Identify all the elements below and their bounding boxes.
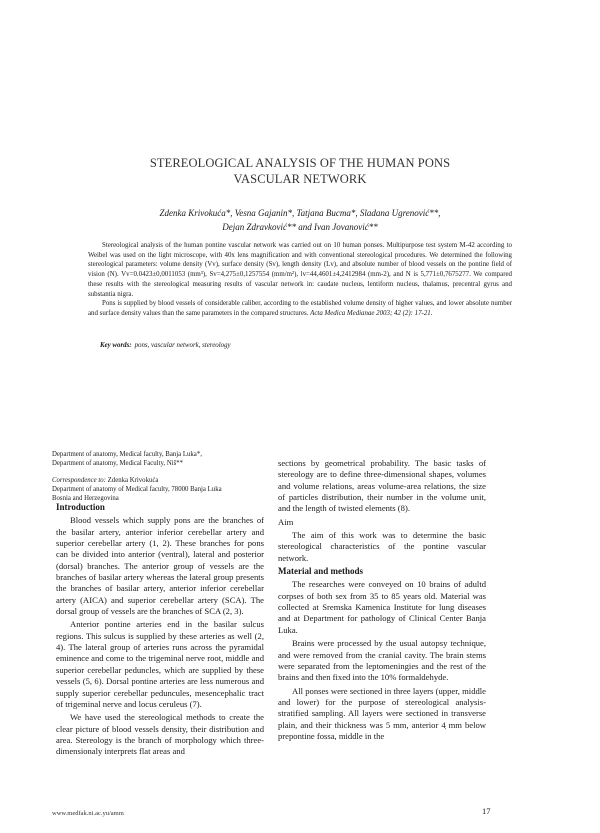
correspondence-address-2: Bosnia and Herzegovina [52,495,119,502]
intro-paragraph-3: We have used the stereological methods to create the clear picture of blood vessels density, their distribution and area. Stereology is the branch of morphology which three-dimensionaly interprets flat areas and [56,712,264,757]
title-line-2: VASCULAR NETWORK [233,172,367,186]
right-column [278,458,486,742]
abstract-paragraph-1: Stereological analysis of the human pontine vascular network was carried out on 10 human ponses. Multipurpose test system M-42 according to Weibel was used on the light microscope, with 40x lens magnification and with conventional stereological procedures. We determined the following stereological parameters: volume density (Vv), surface density (Sv), length density (Lv), and absolute number of blood vessels on the pontine field of vision (N). Vv=0.0423±0,0011053 (mm³), Sv=4,275±0,1257554 (mm/m²), lv=44,4601±4,2412984 (mm-2), and N is 5,771±0,7675277. We compared these results with the stereological measuring results of vascular network in: caudate nucleus, lentiform nucleus, thalamus, precentral gyrus and substantia nigra. [88,242,512,298]
left-column [56,502,264,758]
intro-paragraph-2: Anterior pontine arteries end in the basilar sulcus regions. This sulcus is supplied by these arteries as well (2, 4). The lateral group of arteries runs across the pyramidal eminence and come to the trigeminal nerve root, middle and superior cerebellar peduncles, which are supplied by these vessels (5, 6). Dorsal pontine arteries are less numerous and supply superior cerebellar peduncules, mesencephalic tract of trigeminal nerve and locus ceruleus (7). [56,619,264,709]
intro-paragraph-1: Blood vessels which supply pons are the branches of the basilar artery, anterior inferior cerebellar artery and superior cerebellar artery (1, 2). These branches for pons can be divided into anterior (ventral), lateral and posterior (dorsal) branches. The anterior group of vessels are the branches of basilar artery whereas the lateral group presents the branches of basilar artery, anterior inferior cerebellar artery (AICA) and superior cerebellar artery (SCA). The dorsal group of vessels are the branches of SCA (2, 3). [56,515,264,617]
correspondence-name: Zdenka Krivokuća [107,477,159,484]
methods-paragraph-2: Brains were processed by the usual autopsy technique, and were removed from the cranial cavity. The brain stems were separated from the leptomeningies and the rest of the brains and then fixed into the 10% formaldehyde. [278,638,486,683]
keywords-label: Key words: [100,342,132,349]
aim-heading: Aim [278,516,294,527]
abstract-paragraph-2-text: Pons is supplied by blood vessels of considerable caliber, according to the established volume density of higher values, and lower absolute number and surface density values than the same parameters in the compared structures. [88,300,512,317]
correspondence-label: Correspondence to: [52,477,106,484]
affiliation-1: Department of anatomy, Medical faculty, Banja Luka*, [52,451,202,458]
methods-paragraph-3: All ponses were sectioned in three layers (upper, middle and lower) for the purpose of stereological analysis-stratified sampling. All layers were sectioned in transverse plain, and their thickness was 5 mm, anterior 4 mm below prepontine fossa, middle in the [278,685,486,741]
correspondence-address-1: Department of anatomy of Medical faculty, 78000 Banja Luka [52,486,222,493]
methods-heading: Material and methods [278,566,363,577]
affiliations [52,450,267,468]
abstract-paragraph-2 [88,299,512,318]
methods-paragraph-1: The researches were conveyed on 10 brains of adultd corpses of both sex from 35 to 85 years old. Material was collected at Sremska Kamenica Institute for lung diseases and at Department for pathology of Clinical Center Banja Luka. [278,579,486,635]
right-paragraph-1: sections by geometrical probability. The basic tasks of stereology are to define three-dimensional shapes, volumes and volume relations, areas volume-area relations, the size of particles distribution, their number in the volume unit, and the length of twisted elements (8). [278,458,486,514]
introduction-heading: Introduction [56,502,105,512]
correspondence [52,476,267,503]
authors-line-1: Zdenka Krivokuća*, Vesna Gajanin*, Tatjana Bucma*, Sladana Ugrenović**, [159,208,441,218]
article-title [60,155,540,187]
page-number: 17 [482,806,491,816]
keywords-text: pons, vascular network, stereology [134,342,231,349]
authors-line-2: Dejan Zdravković** and Ivan Jovanović** [222,222,378,232]
stray-mark: ' [445,728,447,734]
correspondence-line [52,476,267,485]
affiliation-2: Department of anatomy, Medical Faculty, Niš** [52,460,184,467]
abstract-citation: Acta Medica Medianae 2003; 42 (2): 17-21. [310,309,433,317]
abstract [88,241,512,319]
title-line-1: STEREOLOGICAL ANALYSIS OF THE HUMAN PONS [149,156,451,170]
keywords [100,341,231,351]
authors [60,206,540,234]
footer-url[interactable]: www.medfak.ni.ac.yu/amm [52,810,124,817]
aim-paragraph: The aim of this work was to determine the basic stereological characteristics of the pontine vascular network. [278,530,486,563]
